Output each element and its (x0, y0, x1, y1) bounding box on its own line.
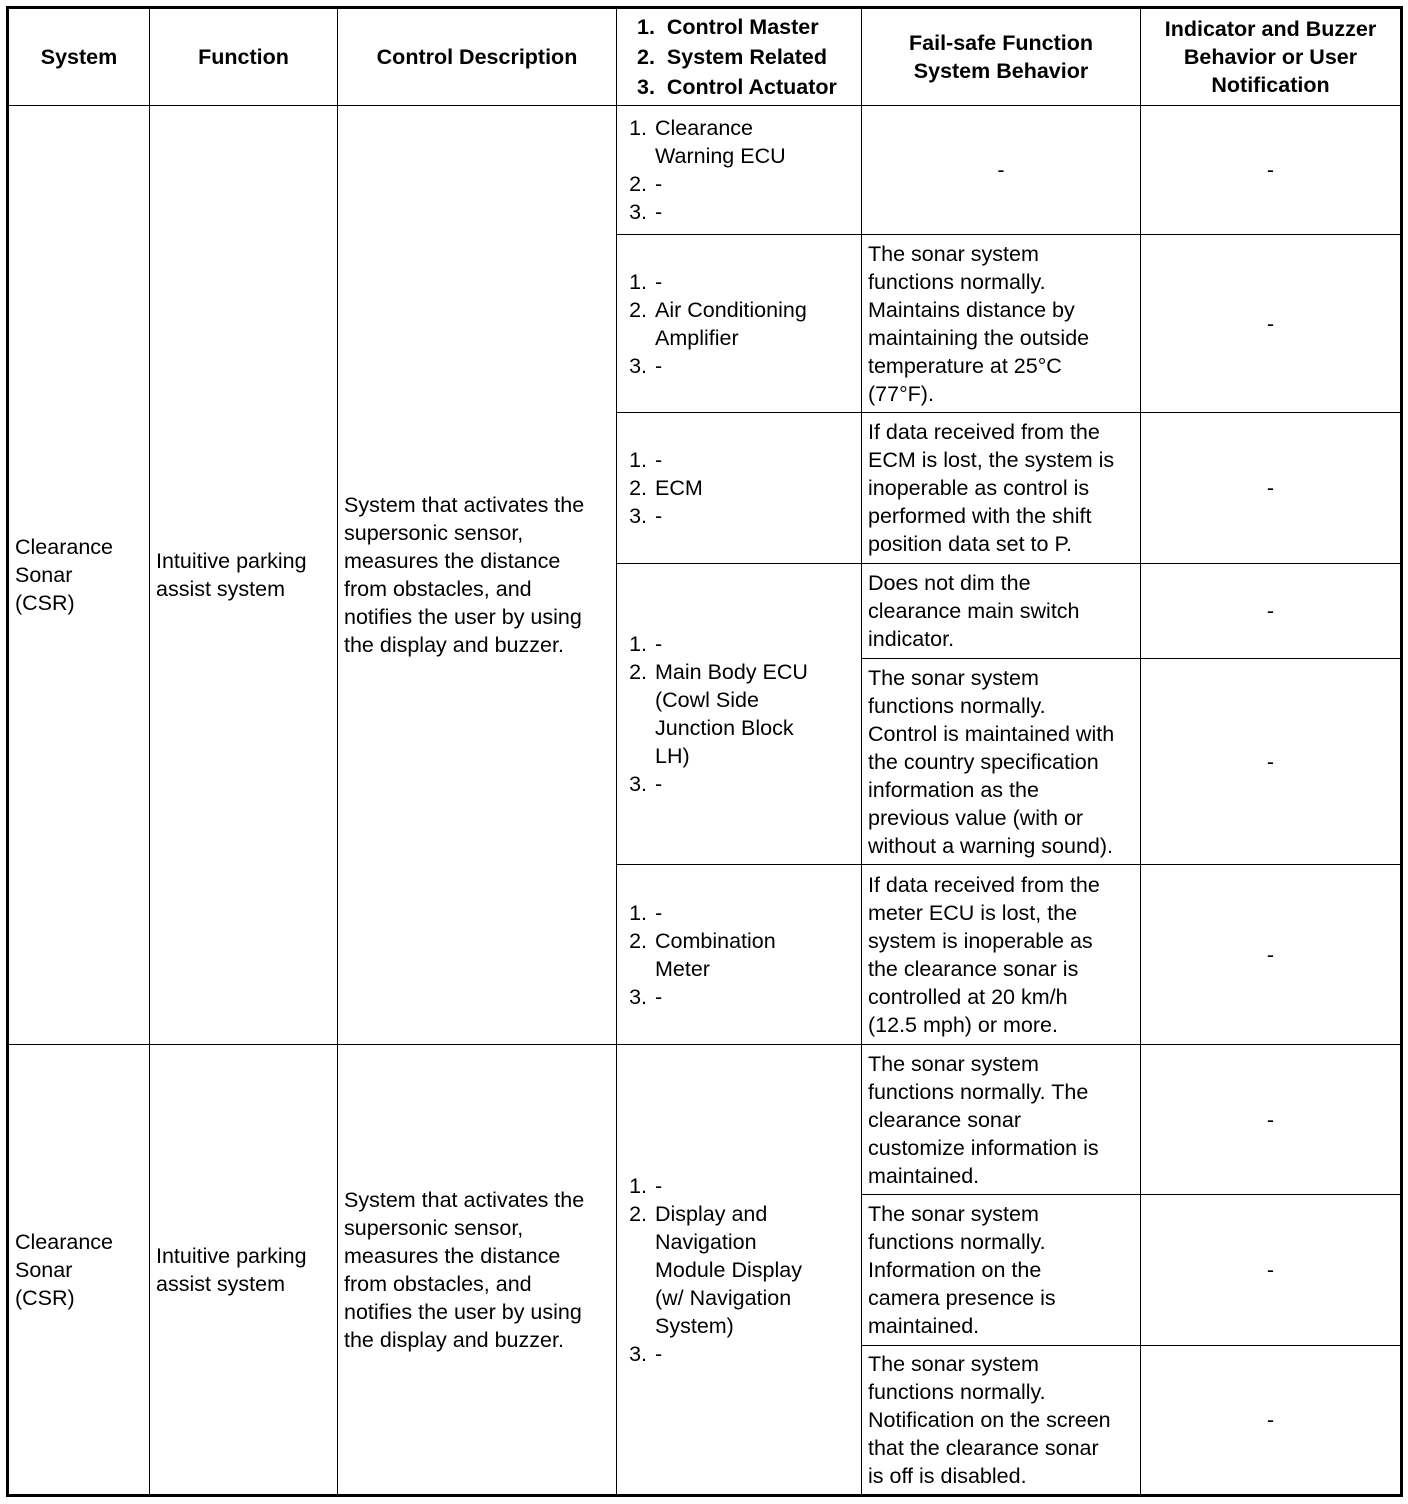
system-cell: Clearance Sonar (CSR) (8, 106, 150, 1045)
indicator-cell: - (1141, 564, 1402, 659)
system-function-table (6, 6, 1403, 1497)
control-description-cell: System that activates the supersonic sensor, measures the distance from obstacles, and notifies the user by using the display and buzzer. (338, 1045, 617, 1496)
header-control-items: 1. Control Master 2. System Related 3. Control Actuator (617, 8, 862, 106)
header-failsafe: Fail-safe Function System Behavior (862, 8, 1141, 106)
indicator-cell: - (1141, 413, 1402, 564)
table-row (8, 1045, 1402, 1195)
control-items-cell: 1. Clearance Warning ECU 2. - 3. - (617, 106, 862, 235)
header-row (8, 8, 1402, 106)
failsafe-cell: If data received from the ECM is lost, the system is inoperable as control is performed with the shift position data set to P. (862, 413, 1141, 564)
header-indicator: Indicator and Buzzer Behavior or User Notification (1141, 8, 1402, 106)
indicator-cell: - (1141, 235, 1402, 413)
header-control-description: Control Description (338, 8, 617, 106)
control-description-cell: System that activates the supersonic sensor, measures the distance from obstacles, and notifies the user by using the display and buzzer. (338, 106, 617, 1045)
failsafe-cell: The sonar system functions normally. Notification on the screen that the clearance sonar is off is disabled. (862, 1346, 1141, 1496)
indicator-cell: - (1141, 1346, 1402, 1496)
failsafe-cell: The sonar system functions normally. Control is maintained with the country specification information as the previous value (with or without a warning sound). (862, 659, 1141, 865)
failsafe-cell: The sonar system functions normally. The clearance sonar customize information is maintained. (862, 1045, 1141, 1195)
header-system-related: System Related (666, 45, 828, 69)
control-items-cell: 1. - 2. Main Body ECU (Cowl Side Junction Block LH) 3. - (617, 564, 862, 865)
failsafe-cell: The sonar system functions normally. Information on the camera presence is maintained. (862, 1195, 1141, 1346)
failsafe-cell: If data received from the meter ECU is lost, the system is inoperable as the clearance sonar is controlled at 20 km/h (12.5 mph) or more. (862, 865, 1141, 1045)
header-function: Function (150, 8, 338, 106)
header-control-master: Control Master (666, 15, 819, 39)
document (6, 6, 1403, 1497)
function-cell: Intuitive parking assist system (150, 106, 338, 1045)
failsafe-cell: The sonar system functions normally. Maintains distance by maintaining the outside temperature at 25°C (77°F). (862, 235, 1141, 413)
failsafe-cell: - (862, 106, 1141, 235)
control-items-cell: 1. - 2. Display and Navigation Module Display (w/ Navigation System) 3. - (617, 1045, 862, 1496)
indicator-cell: - (1141, 1045, 1402, 1195)
header-control-actuator: Control Actuator (666, 75, 837, 99)
failsafe-cell: Does not dim the clearance main switch indicator. (862, 564, 1141, 659)
indicator-cell: - (1141, 1195, 1402, 1346)
indicator-cell: - (1141, 106, 1402, 235)
indicator-cell: - (1141, 865, 1402, 1045)
function-cell: Intuitive parking assist system (150, 1045, 338, 1496)
header-system: System (8, 8, 150, 106)
control-items-cell: 1. - 2. Air Conditioning Amplifier 3. - (617, 235, 862, 413)
indicator-cell: - (1141, 659, 1402, 865)
control-items-cell: 1. - 2. ECM 3. - (617, 413, 862, 564)
control-items-cell: 1. - 2. Combination Meter 3. - (617, 865, 862, 1045)
table-row (8, 106, 1402, 235)
system-cell: Clearance Sonar (CSR) (8, 1045, 150, 1496)
